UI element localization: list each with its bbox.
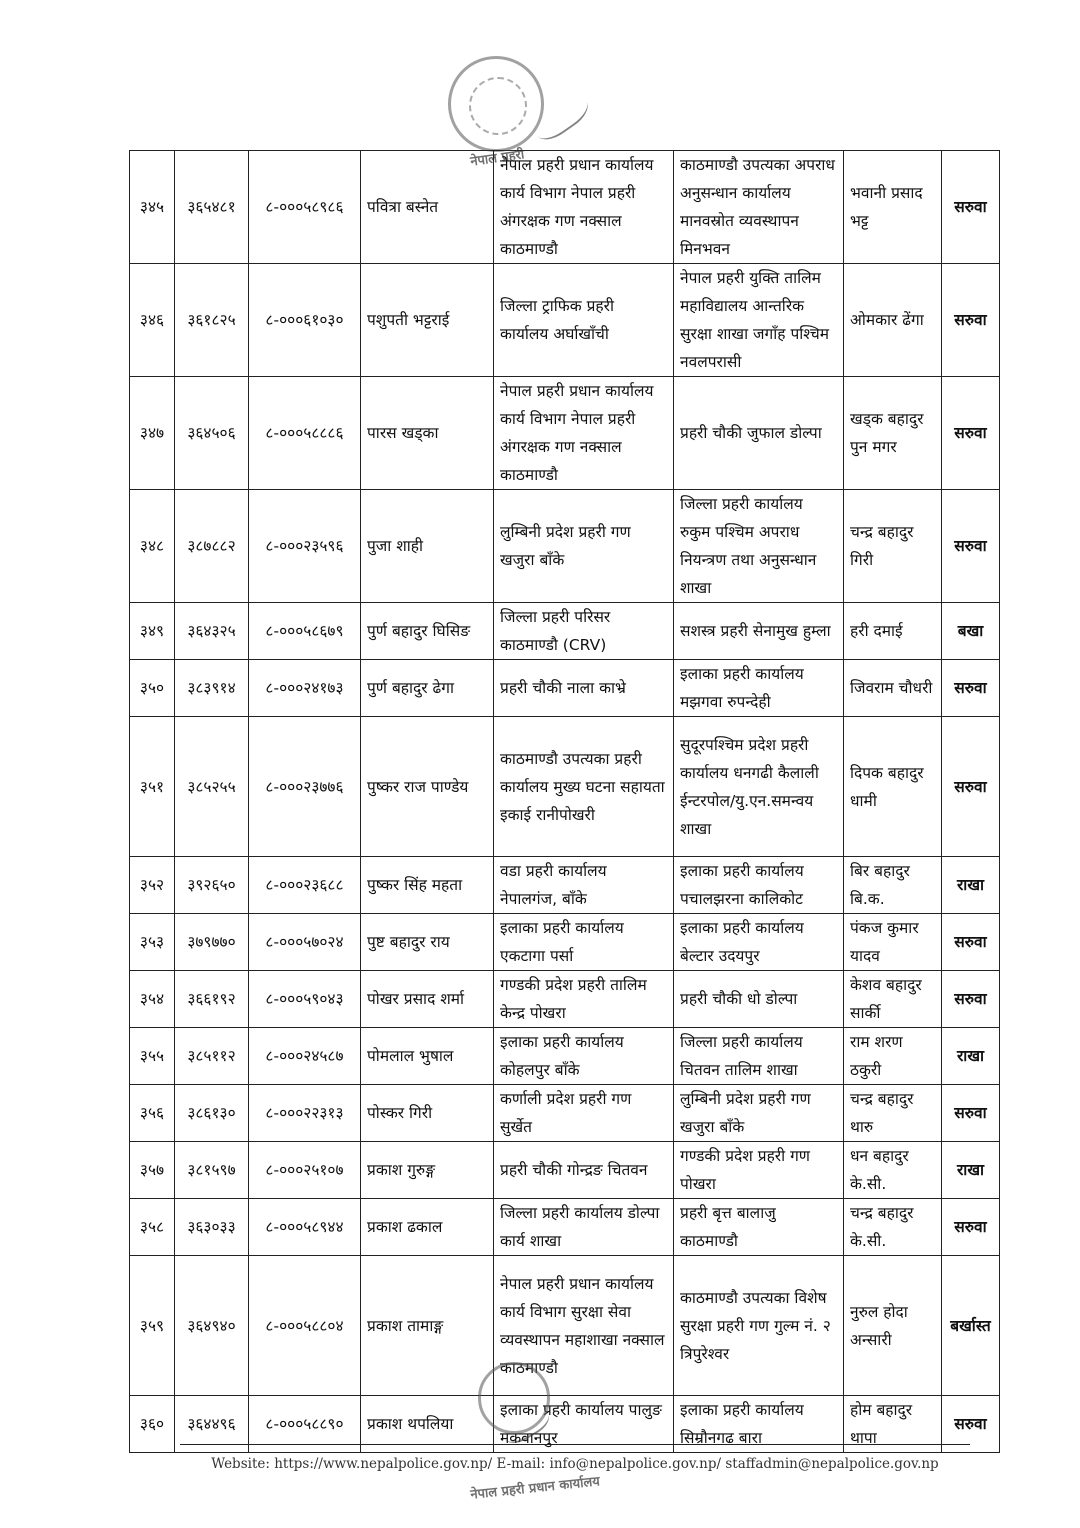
transfer-office-cell: गण्डकी प्रदेश प्रहरी गण पोखरा [674, 1142, 844, 1199]
transfer-office-cell: प्रहरी चौकी जुफाल डोल्पा [674, 377, 844, 490]
status-cell: सरुवा [942, 717, 1000, 857]
current-office-cell: कर्णाली प्रदेश प्रहरी गण सुर्खेत [494, 1085, 674, 1142]
table-row [130, 151, 1000, 264]
name-cell: प्रकाश थपलिया [361, 1396, 494, 1453]
status-cell: सरुवा [942, 490, 1000, 603]
table-row [130, 1199, 1000, 1256]
status-cell: सरुवा [942, 660, 1000, 717]
name-cell: पुष्कर राज पाण्डेय [361, 717, 494, 857]
transfer-office-cell: जिल्ला प्रहरी कार्यालय चितवन तालिम शाखा [674, 1028, 844, 1085]
personnel-id-cell: ३८५११२ [175, 1028, 249, 1085]
status-cell: सरुवा [942, 971, 1000, 1028]
counterpart-name-cell: खड्क बहादुर पुन मगर [844, 377, 942, 490]
transfer-office-cell: इलाका प्रहरी कार्यालय सिम्रौनगढ बारा [674, 1396, 844, 1453]
counterpart-name-cell: पंकज कुमार यादव [844, 914, 942, 971]
current-office-cell: जिल्ला प्रहरी कार्यालय डोल्पा कार्य शाखा [494, 1199, 674, 1256]
current-office-cell: वडा प्रहरी कार्यालय नेपालगंज, बाँके [494, 857, 674, 914]
name-cell: पोखर प्रसाद शर्मा [361, 971, 494, 1028]
serial-number-cell: ३६० [130, 1396, 175, 1453]
counterpart-name-cell: ओमकार ढेंगा [844, 264, 942, 377]
counterpart-name-cell: चन्द्र बहादुर थारु [844, 1085, 942, 1142]
personnel-id-cell: ३७९७७० [175, 914, 249, 971]
serial-number-cell: ३५३ [130, 914, 175, 971]
name-cell: पोमलाल भुषाल [361, 1028, 494, 1085]
transfer-office-cell: इलाका प्रहरी कार्यालय पचालझरना कालिकोट [674, 857, 844, 914]
transfer-office-cell: प्रहरी बृत्त बालाजु काठमाण्डौ [674, 1199, 844, 1256]
transfer-office-cell: काठमाण्डौ उपत्यका विशेष सुरक्षा प्रहरी गण गुल्म नं. २ त्रिपुरेश्वर [674, 1256, 844, 1396]
status-cell: सरुवा [942, 1199, 1000, 1256]
official-seal-top-icon [448, 56, 544, 152]
serial-number-cell: ३५४ [130, 971, 175, 1028]
stamp-text-bottom: नेपाल प्रहरी प्रधान कार्यालय [469, 1474, 601, 1503]
serial-number-cell: ३४८ [130, 490, 175, 603]
transfer-table [129, 150, 1000, 1453]
status-cell: सरुवा [942, 151, 1000, 264]
transfer-office-cell: काठमाण्डौ उपत्यका अपराध अनुसन्धान कार्यालय मानवस्रोत व्यवस्थापन मिनभवन [674, 151, 844, 264]
code-number-cell: ८-०००२३६८८ [249, 857, 361, 914]
status-cell: सरुवा [942, 264, 1000, 377]
current-office-cell: प्रहरी चौकी नाला काभ्रे [494, 660, 674, 717]
name-cell: पुर्ण बहादुर घिसिङ [361, 603, 494, 660]
name-cell: पशुपती भट्टराई [361, 264, 494, 377]
table-row [130, 377, 1000, 490]
name-cell: प्रकाश गुरुङ्ग [361, 1142, 494, 1199]
name-cell: प्रकाश ढकाल [361, 1199, 494, 1256]
serial-number-cell: ३५८ [130, 1199, 175, 1256]
current-office-cell: नेपाल प्रहरी प्रधान कार्यालय कार्य विभाग सुरक्षा सेवा व्यवस्थापन महाशाखा नक्साल काठमाण्डौ [494, 1256, 674, 1396]
name-cell: पुर्ण बहादुर ढेगा [361, 660, 494, 717]
table-row [130, 264, 1000, 377]
personnel-id-cell: ३८७८८२ [175, 490, 249, 603]
status-cell: सरुवा [942, 1396, 1000, 1453]
table-row [130, 1256, 1000, 1396]
transfer-office-cell: जिल्ला प्रहरी कार्यालय रुकुम पश्चिम अपराध नियन्त्रण तथा अनुसन्धान शाखा [674, 490, 844, 603]
counterpart-name-cell: चन्द्र बहादुर के.सी. [844, 1199, 942, 1256]
serial-number-cell: ३५१ [130, 717, 175, 857]
serial-number-cell: ३५७ [130, 1142, 175, 1199]
status-cell: सरुवा [942, 377, 1000, 490]
transfer-office-cell: सुदूरपश्चिम प्रदेश प्रहरी कार्यालय धनगढी कैलाली ईन्टरपोल/यु.एन.समन्वय शाखा [674, 717, 844, 857]
status-cell: बखा [942, 603, 1000, 660]
code-number-cell: ८-०००६१०३० [249, 264, 361, 377]
personnel-id-cell: ३८५२५५ [175, 717, 249, 857]
serial-number-cell: ३५५ [130, 1028, 175, 1085]
counterpart-name-cell: हरी दमाई [844, 603, 942, 660]
status-cell: सरुवा [942, 1085, 1000, 1142]
code-number-cell: ८-०००२४५८७ [249, 1028, 361, 1085]
code-number-cell: ८-०००५८८०४ [249, 1256, 361, 1396]
status-cell: राखा [942, 857, 1000, 914]
serial-number-cell: ३५२ [130, 857, 175, 914]
current-office-cell: नेपाल प्रहरी प्रधान कार्यालय कार्य विभाग नेपाल प्रहरी अंगरक्षक गण नक्साल काठमाण्डौ [494, 151, 674, 264]
serial-number-cell: ३४९ [130, 603, 175, 660]
serial-number-cell: ३५९ [130, 1256, 175, 1396]
code-number-cell: ८-०००५८९४४ [249, 1199, 361, 1256]
transfer-office-cell: सशस्त्र प्रहरी सेनामुख हुम्ला [674, 603, 844, 660]
serial-number-cell: ३४६ [130, 264, 175, 377]
current-office-cell: काठमाण्डौ उपत्यका प्रहरी कार्यालय मुख्य घटना सहायता इकाई रानीपोखरी [494, 717, 674, 857]
code-number-cell: ८-०००५८८८६ [249, 377, 361, 490]
status-cell: बर्खास्त [942, 1256, 1000, 1396]
current-office-cell: इलाका प्रहरी कार्यालय कोहलपुर बाँके [494, 1028, 674, 1085]
code-number-cell: ८-०००५८६७९ [249, 603, 361, 660]
personnel-id-cell: ३६६१९२ [175, 971, 249, 1028]
personnel-id-cell: ३६५४८१ [175, 151, 249, 264]
transfer-office-cell: लुम्बिनी प्रदेश प्रहरी गण खजुरा बाँके [674, 1085, 844, 1142]
serial-number-cell: ३५६ [130, 1085, 175, 1142]
personnel-id-cell: ३८१५९७ [175, 1142, 249, 1199]
serial-number-cell: ३४५ [130, 151, 175, 264]
code-number-cell: ८-०००२३७७६ [249, 717, 361, 857]
table-row [130, 660, 1000, 717]
code-number-cell: ८-०००५९०४३ [249, 971, 361, 1028]
counterpart-name-cell: केशव बहादुर सार्की [844, 971, 942, 1028]
status-cell: सरुवा [942, 914, 1000, 971]
code-number-cell: ८-०००५८९८६ [249, 151, 361, 264]
serial-number-cell: ३५० [130, 660, 175, 717]
table-row [130, 717, 1000, 857]
transfer-office-cell: नेपाल प्रहरी युक्ति तालिम महाविद्यालय आन्तरिक सुरक्षा शाखा जगाँह पश्चिम नवलपरासी [674, 264, 844, 377]
current-office-cell: इलाका प्रहरी कार्यालय एकटागा पर्सा [494, 914, 674, 971]
current-office-cell: जिल्ला प्रहरी परिसर काठमाण्डौ (CRV) [494, 603, 674, 660]
current-office-cell: गण्डकी प्रदेश प्रहरी तालिम केन्द्र पोखरा [494, 971, 674, 1028]
current-office-cell: इलाका प्रहरी कार्यालय पालुङ मकवानपुर [494, 1396, 674, 1453]
personnel-id-cell: ३६३०३३ [175, 1199, 249, 1256]
counterpart-name-cell: चन्द्र बहादुर गिरी [844, 490, 942, 603]
personnel-id-cell: ३६४३२५ [175, 603, 249, 660]
footer-divider [180, 1444, 970, 1445]
personnel-id-cell: ३६४५०६ [175, 377, 249, 490]
code-number-cell: ८-०००२३५९६ [249, 490, 361, 603]
counterpart-name-cell: दिपक बहादुर धामी [844, 717, 942, 857]
table-row [130, 490, 1000, 603]
transfer-office-cell: इलाका प्रहरी कार्यालय मझगवा रुपन्देही [674, 660, 844, 717]
counterpart-name-cell: भवानी प्रसाद भट्ट [844, 151, 942, 264]
counterpart-name-cell: धन बहादुर के.सी. [844, 1142, 942, 1199]
personnel-id-cell: ३९२६५० [175, 857, 249, 914]
table-row [130, 1085, 1000, 1142]
current-office-cell: प्रहरी चौकी गोन्द्रङ चितवन [494, 1142, 674, 1199]
table-row [130, 603, 1000, 660]
personnel-id-cell: ३६१८२५ [175, 264, 249, 377]
personnel-id-cell: ३८३९१४ [175, 660, 249, 717]
table-row [130, 857, 1000, 914]
code-number-cell: ८-०००५८८९० [249, 1396, 361, 1453]
current-office-cell: लुम्बिनी प्रदेश प्रहरी गण खजुरा बाँके [494, 490, 674, 603]
footer-contact: Website: https://www.nepalpolice.gov.np/ E-mail: info@nepalpolice.gov.np/ staffadmin@nepalpolice.gov.np [211, 1456, 939, 1472]
counterpart-name-cell: राम शरण ठकुरी [844, 1028, 942, 1085]
serial-number-cell: ३४७ [130, 377, 175, 490]
personnel-id-cell: ३६४९४० [175, 1256, 249, 1396]
name-cell: पुष्कर सिंह महता [361, 857, 494, 914]
table-row [130, 1028, 1000, 1085]
name-cell: पुष्ट बहादुर राय [361, 914, 494, 971]
current-office-cell: नेपाल प्रहरी प्रधान कार्यालय कार्य विभाग नेपाल प्रहरी अंगरक्षक गण नक्साल काठमाण्डौ [494, 377, 674, 490]
table-row [130, 914, 1000, 971]
name-cell: पवित्रा बस्नेत [361, 151, 494, 264]
name-cell: प्रकाश तामाङ्ग [361, 1256, 494, 1396]
name-cell: पारस खड्का [361, 377, 494, 490]
code-number-cell: ८-०००२४१७३ [249, 660, 361, 717]
personnel-id-cell: ३६४४९६ [175, 1396, 249, 1453]
name-cell: पुजा शाही [361, 490, 494, 603]
transfer-office-cell: प्रहरी चौकी धो डोल्पा [674, 971, 844, 1028]
code-number-cell: ८-०००२५१०७ [249, 1142, 361, 1199]
status-cell: राखा [942, 1028, 1000, 1085]
current-office-cell: जिल्ला ट्राफिक प्रहरी कार्यालय अर्घाखाँची [494, 264, 674, 377]
name-cell: पोस्कर गिरी [361, 1085, 494, 1142]
counterpart-name-cell: बिर बहादुर बि.क. [844, 857, 942, 914]
personnel-id-cell: ३८६१३० [175, 1085, 249, 1142]
counterpart-name-cell: नुरुल होदा अन्सारी [844, 1256, 942, 1396]
transfer-office-cell: इलाका प्रहरी कार्यालय बेल्टार उदयपुर [674, 914, 844, 971]
table-row [130, 1142, 1000, 1199]
counterpart-name-cell: होम बहादुर थापा [844, 1396, 942, 1453]
stamp-text-top: नेपाल प्रहरी [469, 147, 526, 170]
table-row [130, 971, 1000, 1028]
code-number-cell: ८-०००२२३१३ [249, 1085, 361, 1142]
code-number-cell: ८-०००५७०२४ [249, 914, 361, 971]
counterpart-name-cell: जिवराम चौधरी [844, 660, 942, 717]
status-cell: राखा [942, 1142, 1000, 1199]
